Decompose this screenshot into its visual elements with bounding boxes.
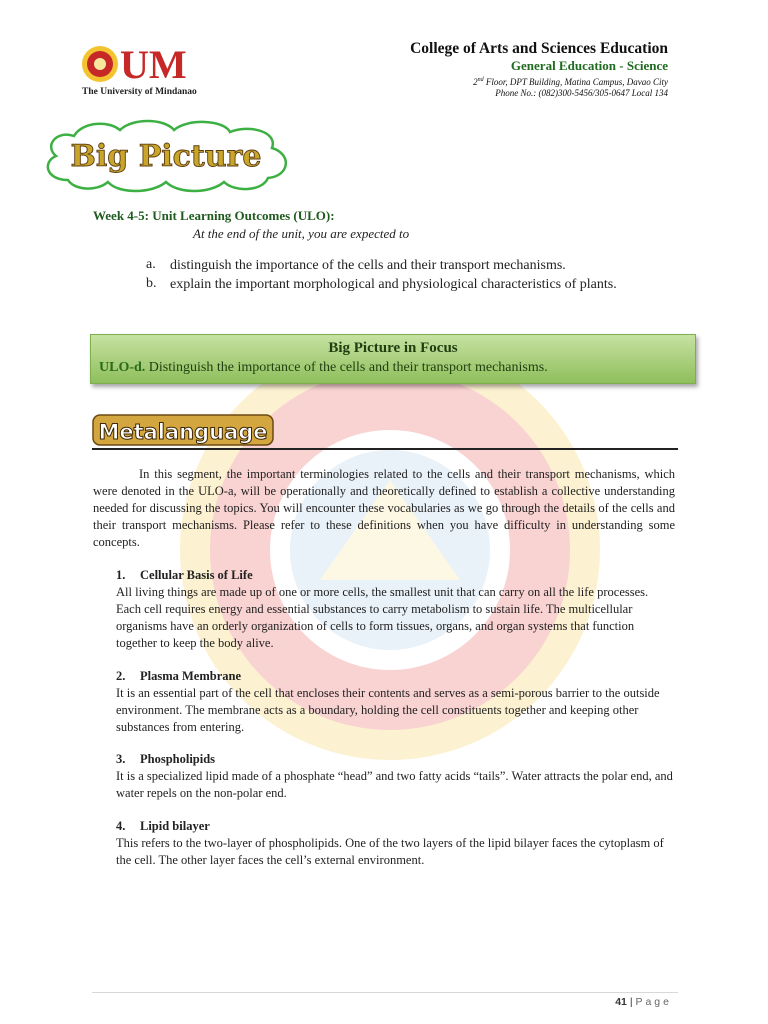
- definition-number: 1.: [116, 568, 126, 582]
- intro-paragraph: In this segment, the important terminologies related to the cells and their transport mechanisms, which were denoted in the ULO-a, will be operationally and theoretically defined to establish a collective understanding needed for discussing the topics. You will encounter these vocabularies as we go through the details of the cells and their transport mechanisms. Please refer to these definitions when you have difficulty in understanding some concepts.: [93, 467, 675, 549]
- definition-item: [116, 751, 676, 802]
- phone-number: Phone No.: (082)300-5456/305-0647 Local 134: [495, 88, 668, 98]
- footer-separator: |: [626, 996, 636, 1008]
- definition-title: Lipid bilayer: [140, 819, 210, 833]
- big-picture-banner: [38, 118, 294, 194]
- section-divider: [92, 448, 678, 450]
- definition-number: 2.: [116, 669, 126, 683]
- metalanguage-label: Metalanguage: [98, 420, 268, 444]
- objective-letter: a.: [146, 257, 156, 272]
- college-name: College of Arts and Sciences Education: [410, 40, 668, 57]
- focus-title: Big Picture in Focus: [328, 340, 458, 356]
- ulo-intro: At the end of the unit, you are expected to: [193, 226, 410, 241]
- definition-item: [116, 818, 676, 869]
- address: 2nd Floor, DPT Building, Matina Campus, Davao City: [473, 77, 668, 87]
- definition-text: It is an essential part of the cell that encloses their contents and serves as a semi-porous barrier to the outside environment. The membrane acts as a boundary, holding the cell constituents together and keeping other substances from entering.: [116, 686, 660, 734]
- definition-text: It is a specialized lipid made of a phosphate “head” and two fatty acids “tails”. Water attracts the polar end, and water repels on the non-polar end.: [116, 769, 673, 800]
- focus-ulo-label: ULO-d.: [99, 360, 146, 375]
- focus-box: [90, 334, 696, 384]
- university-logo: [80, 40, 230, 100]
- big-picture-label: Big Picture: [70, 139, 262, 174]
- focus-ulo-text: Distinguish the importance of the cells and their transport mechanisms.: [145, 360, 548, 375]
- definition-text: This refers to the two-layer of phospholipids. One of the two layers of the lipid bilayer faces the cytoplasm of the cell. The other layer faces the cell’s external environment.: [116, 836, 664, 867]
- page-footer: [615, 996, 672, 1008]
- objective-text: distinguish the importance of the cells and their transport mechanisms.: [170, 258, 566, 273]
- logo-text: UM: [120, 42, 187, 87]
- definition-number: 4.: [116, 819, 126, 833]
- objective-letter: b.: [146, 276, 157, 291]
- department-name: General Education - Science: [510, 58, 668, 73]
- ulo-heading: Week 4-5: Unit Learning Outcomes (ULO):: [93, 208, 335, 223]
- definition-title: Phospholipids: [140, 752, 216, 766]
- focus-ulo: [99, 360, 548, 376]
- objective-text: explain the important morphological and physiological characteristics of plants.: [170, 277, 617, 292]
- definition-title: Cellular Basis of Life: [140, 568, 253, 582]
- page-label: Page: [635, 996, 672, 1008]
- page-number: 41: [615, 996, 627, 1008]
- metalanguage-banner: [92, 412, 292, 448]
- footer-divider: [92, 992, 678, 993]
- definition-text: All living things are made up of one or more cells, the smallest unit that can carry on all the life processes. Each cell requires energy and essential substances to carry metabolism to sustain life. The multicellular organisms have an orderly organization of cells to form tissues, organs, and organ systems that function together to keep the body alive.: [116, 585, 649, 650]
- definition-number: 3.: [116, 752, 126, 766]
- logo-caption: The University of Mindanao: [82, 87, 197, 97]
- definition-title: Plasma Membrane: [140, 669, 242, 683]
- definition-item: [116, 668, 676, 736]
- definition-item: [116, 567, 676, 652]
